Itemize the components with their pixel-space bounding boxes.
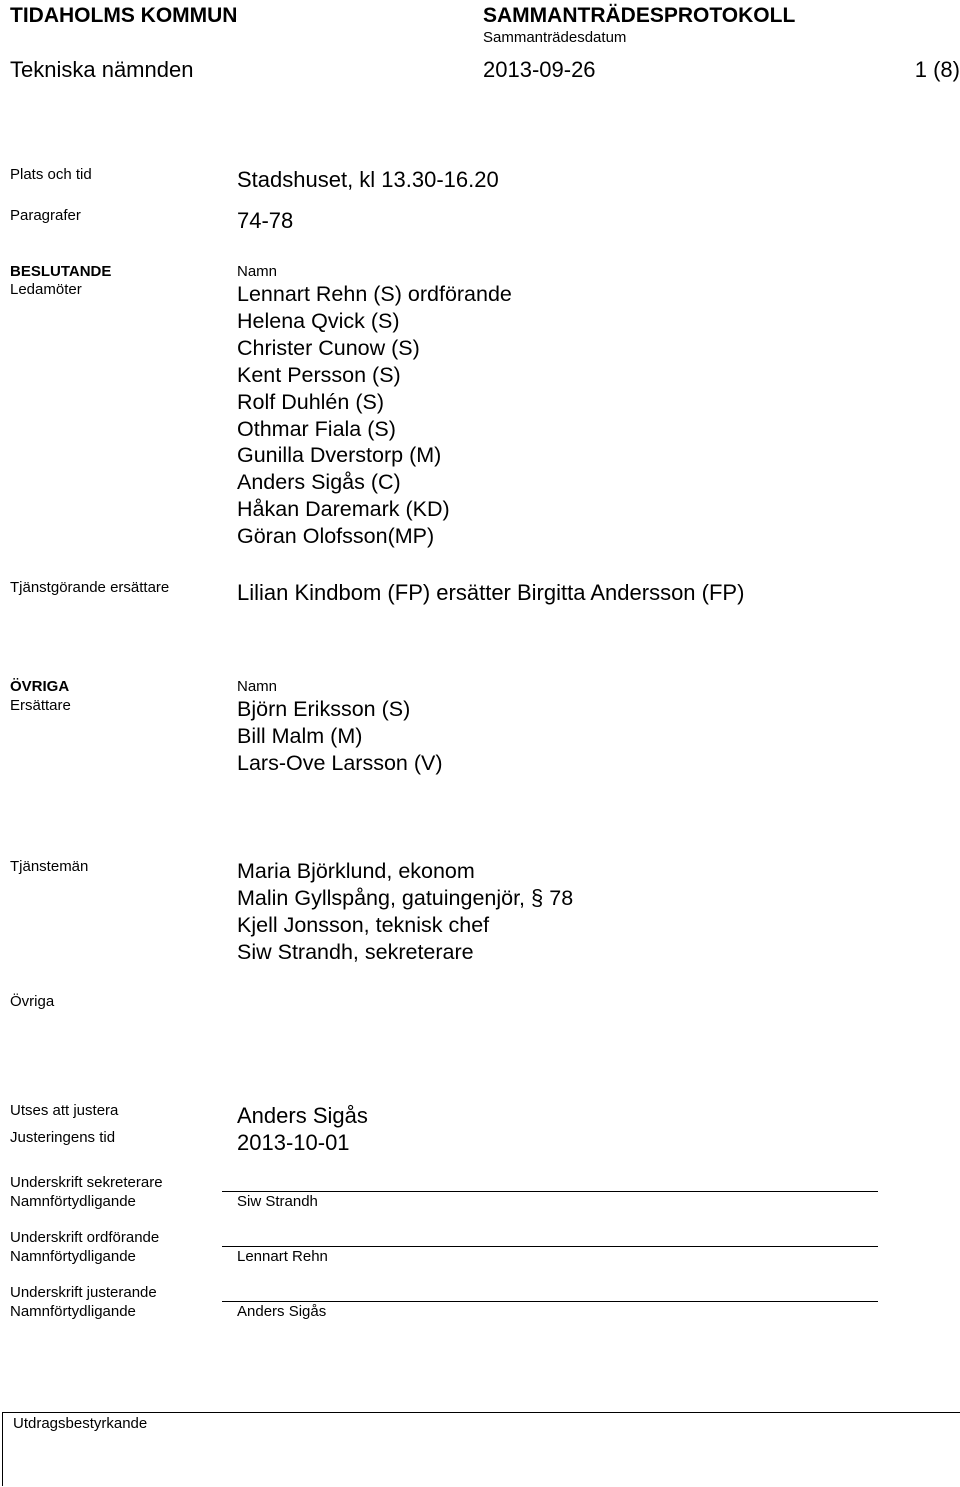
name-clarification-label: Namnförtydligande — [10, 1193, 136, 1210]
clarified-name: Siw Strandh — [237, 1193, 318, 1210]
document-type: SAMMANTRÄDESPROTOKOLL — [483, 4, 796, 27]
section-number: 78 — [549, 885, 574, 910]
adjuster-value: Anders Sigås — [237, 1103, 368, 1128]
substitute-value: Lilian Kindbom (FP) ersätter Birgitta Andersson (FP) — [237, 580, 745, 605]
member-name: Gunilla Dverstorp (M) — [237, 443, 442, 468]
signature-role-label: Underskrift sekreterare — [10, 1174, 163, 1191]
member-name: Lennart Rehn (S) ordförande — [237, 282, 512, 306]
others-substitutes-list — [237, 696, 443, 777]
member-name: Helena Qvick (S) — [237, 308, 400, 333]
committee-name: Tekniska nämnden — [10, 57, 194, 82]
substitute-name: Lars-Ove Larsson (V) — [237, 750, 443, 775]
paragraphs-label: Paragrafer — [10, 207, 81, 224]
member-name: Rolf Duhlén (S) — [237, 389, 384, 414]
clarified-name: Lennart Rehn — [237, 1248, 328, 1265]
place-value: Stadshuset, kl 13.30-16.20 — [237, 167, 499, 192]
decision-makers-heading: BESLUTANDE — [10, 263, 112, 280]
section-symbol: § — [531, 884, 544, 910]
signature-line — [222, 1191, 878, 1192]
member-name: Kent Persson (S) — [237, 362, 401, 387]
adjustment-time-value: 2013-10-01 — [237, 1130, 350, 1155]
name-clarification-label: Namnförtydligande — [10, 1303, 136, 1320]
official-name: Kjell Jonsson, teknisk chef — [237, 912, 490, 937]
others-substitutes-label: Ersättare — [10, 697, 71, 714]
organization-name: TIDAHOLMS KOMMUN — [10, 4, 238, 27]
members-label: Ledamöter — [10, 281, 82, 298]
page-number: 1 (8) — [914, 57, 960, 82]
certification-box — [2, 1412, 960, 1486]
officials-label: Tjänstemän — [10, 858, 89, 875]
signature-line — [222, 1301, 878, 1302]
member-name: Göran Olofsson(MP) — [237, 524, 435, 549]
signature-role-label: Underskrift justerande — [10, 1284, 157, 1301]
others-name-column-header: Namn — [237, 678, 278, 695]
substitute-label: Tjänstgörande ersättare — [10, 579, 170, 596]
meeting-date: 2013-09-26 — [483, 57, 596, 82]
substitute-name: Bill Malm (M) — [237, 723, 363, 748]
member-name: Anders Sigås (C) — [237, 470, 401, 495]
date-label: Sammanträdesdatum — [483, 29, 627, 46]
clarified-name: Anders Sigås — [237, 1303, 327, 1320]
member-name: Othmar Fiala (S) — [237, 416, 396, 441]
official-name: Maria Björklund, ekonom — [237, 859, 475, 883]
paragraphs-value: 74-78 — [237, 208, 294, 233]
member-name: Christer Cunow (S) — [237, 335, 420, 360]
others-heading: ÖVRIGA — [10, 678, 70, 695]
member-name: Håkan Daremark (KD) — [237, 497, 450, 522]
members-name-column-header: Namn — [237, 263, 278, 280]
signature-role-label: Underskrift ordförande — [10, 1229, 160, 1246]
adjustment-time-label: Justeringens tid — [10, 1129, 116, 1146]
name-clarification-label: Namnförtydligande — [10, 1248, 136, 1265]
substitute-name: Björn Eriksson (S) — [237, 697, 411, 721]
adjuster-label: Utses att justera — [10, 1102, 119, 1119]
official-name: Siw Strandh, sekreterare — [237, 939, 474, 964]
officials-list — [237, 858, 573, 966]
official-name: Malin Gyllspång, gatuingenjör, § 78 — [237, 884, 574, 910]
place-label: Plats och tid — [10, 166, 92, 183]
members-list — [237, 281, 512, 550]
certification-label: Utdragsbestyrkande — [13, 1415, 148, 1432]
other-attendees-label: Övriga — [10, 993, 55, 1010]
signature-line — [222, 1246, 878, 1247]
